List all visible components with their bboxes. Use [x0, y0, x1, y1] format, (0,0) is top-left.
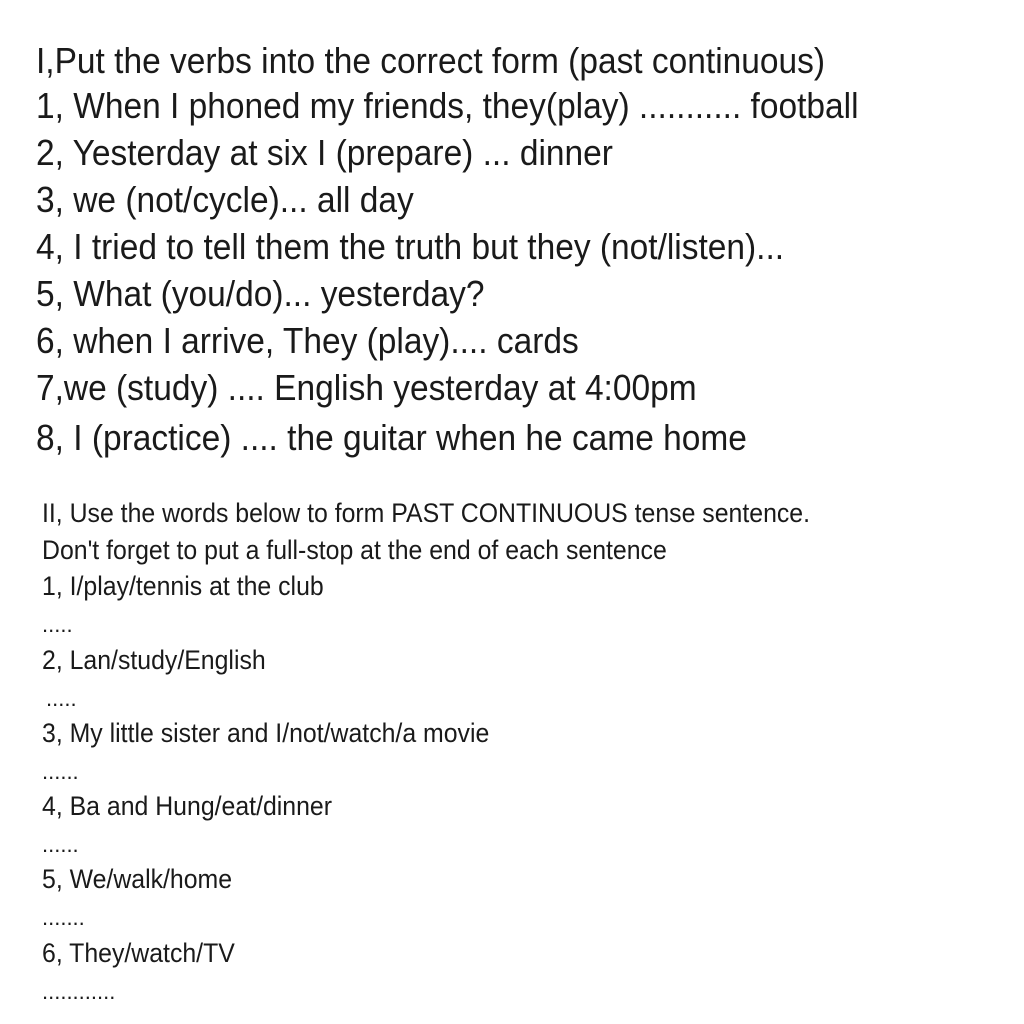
section2-item-1-prompt: 1, I/play/tennis at the club: [42, 571, 324, 601]
section2-item-1-answer: .....: [42, 612, 73, 637]
section2-item-6-prompt: 6, They/watch/TV: [42, 938, 235, 968]
section1-item-1: 1, When I phoned my friends, they(play) ........... football: [36, 85, 859, 126]
section2-item-2-answer: .....: [46, 686, 77, 711]
section1-heading: I,Put the verbs into the correct form (past continuous): [36, 40, 826, 81]
section1-item-5: 5, What (you/do)... yesterday?: [36, 273, 485, 314]
section1-item-8: 8, I (practice) .... the guitar when he came home: [36, 417, 747, 458]
section1-item-2: 2, Yesterday at six I (prepare) ... dinner: [36, 132, 613, 173]
section2-item-6-answer: ............: [42, 979, 116, 1004]
section2-item-3-prompt: 3, My little sister and I/not/watch/a movie: [42, 718, 490, 748]
section2-item-2-prompt: 2, Lan/study/English: [42, 645, 266, 675]
section1-item-3: 3, we (not/cycle)... all day: [36, 179, 414, 220]
section2-item-5-answer: .......: [42, 905, 85, 930]
section2-item-4-prompt: 4, Ba and Hung/eat/dinner: [42, 791, 333, 821]
section1-item-4: 4, I tried to tell them the truth but they (not/listen)...: [36, 226, 785, 267]
section2-item-3-answer: ......: [42, 759, 79, 784]
section1-item-7: 7,we (study) .... English yesterday at 4:00pm: [36, 367, 697, 408]
section2-heading-line1: II, Use the words below to form PAST CONTINUOUS tense sentence.: [42, 498, 811, 528]
section2-item-4-answer: ......: [42, 832, 79, 857]
section1-item-6: 6, when I arrive, They (play).... cards: [36, 320, 579, 361]
section2-heading-line2: Don't forget to put a full-stop at the end of each sentence: [42, 535, 667, 565]
section2-item-5-prompt: 5, We/walk/home: [42, 864, 233, 894]
